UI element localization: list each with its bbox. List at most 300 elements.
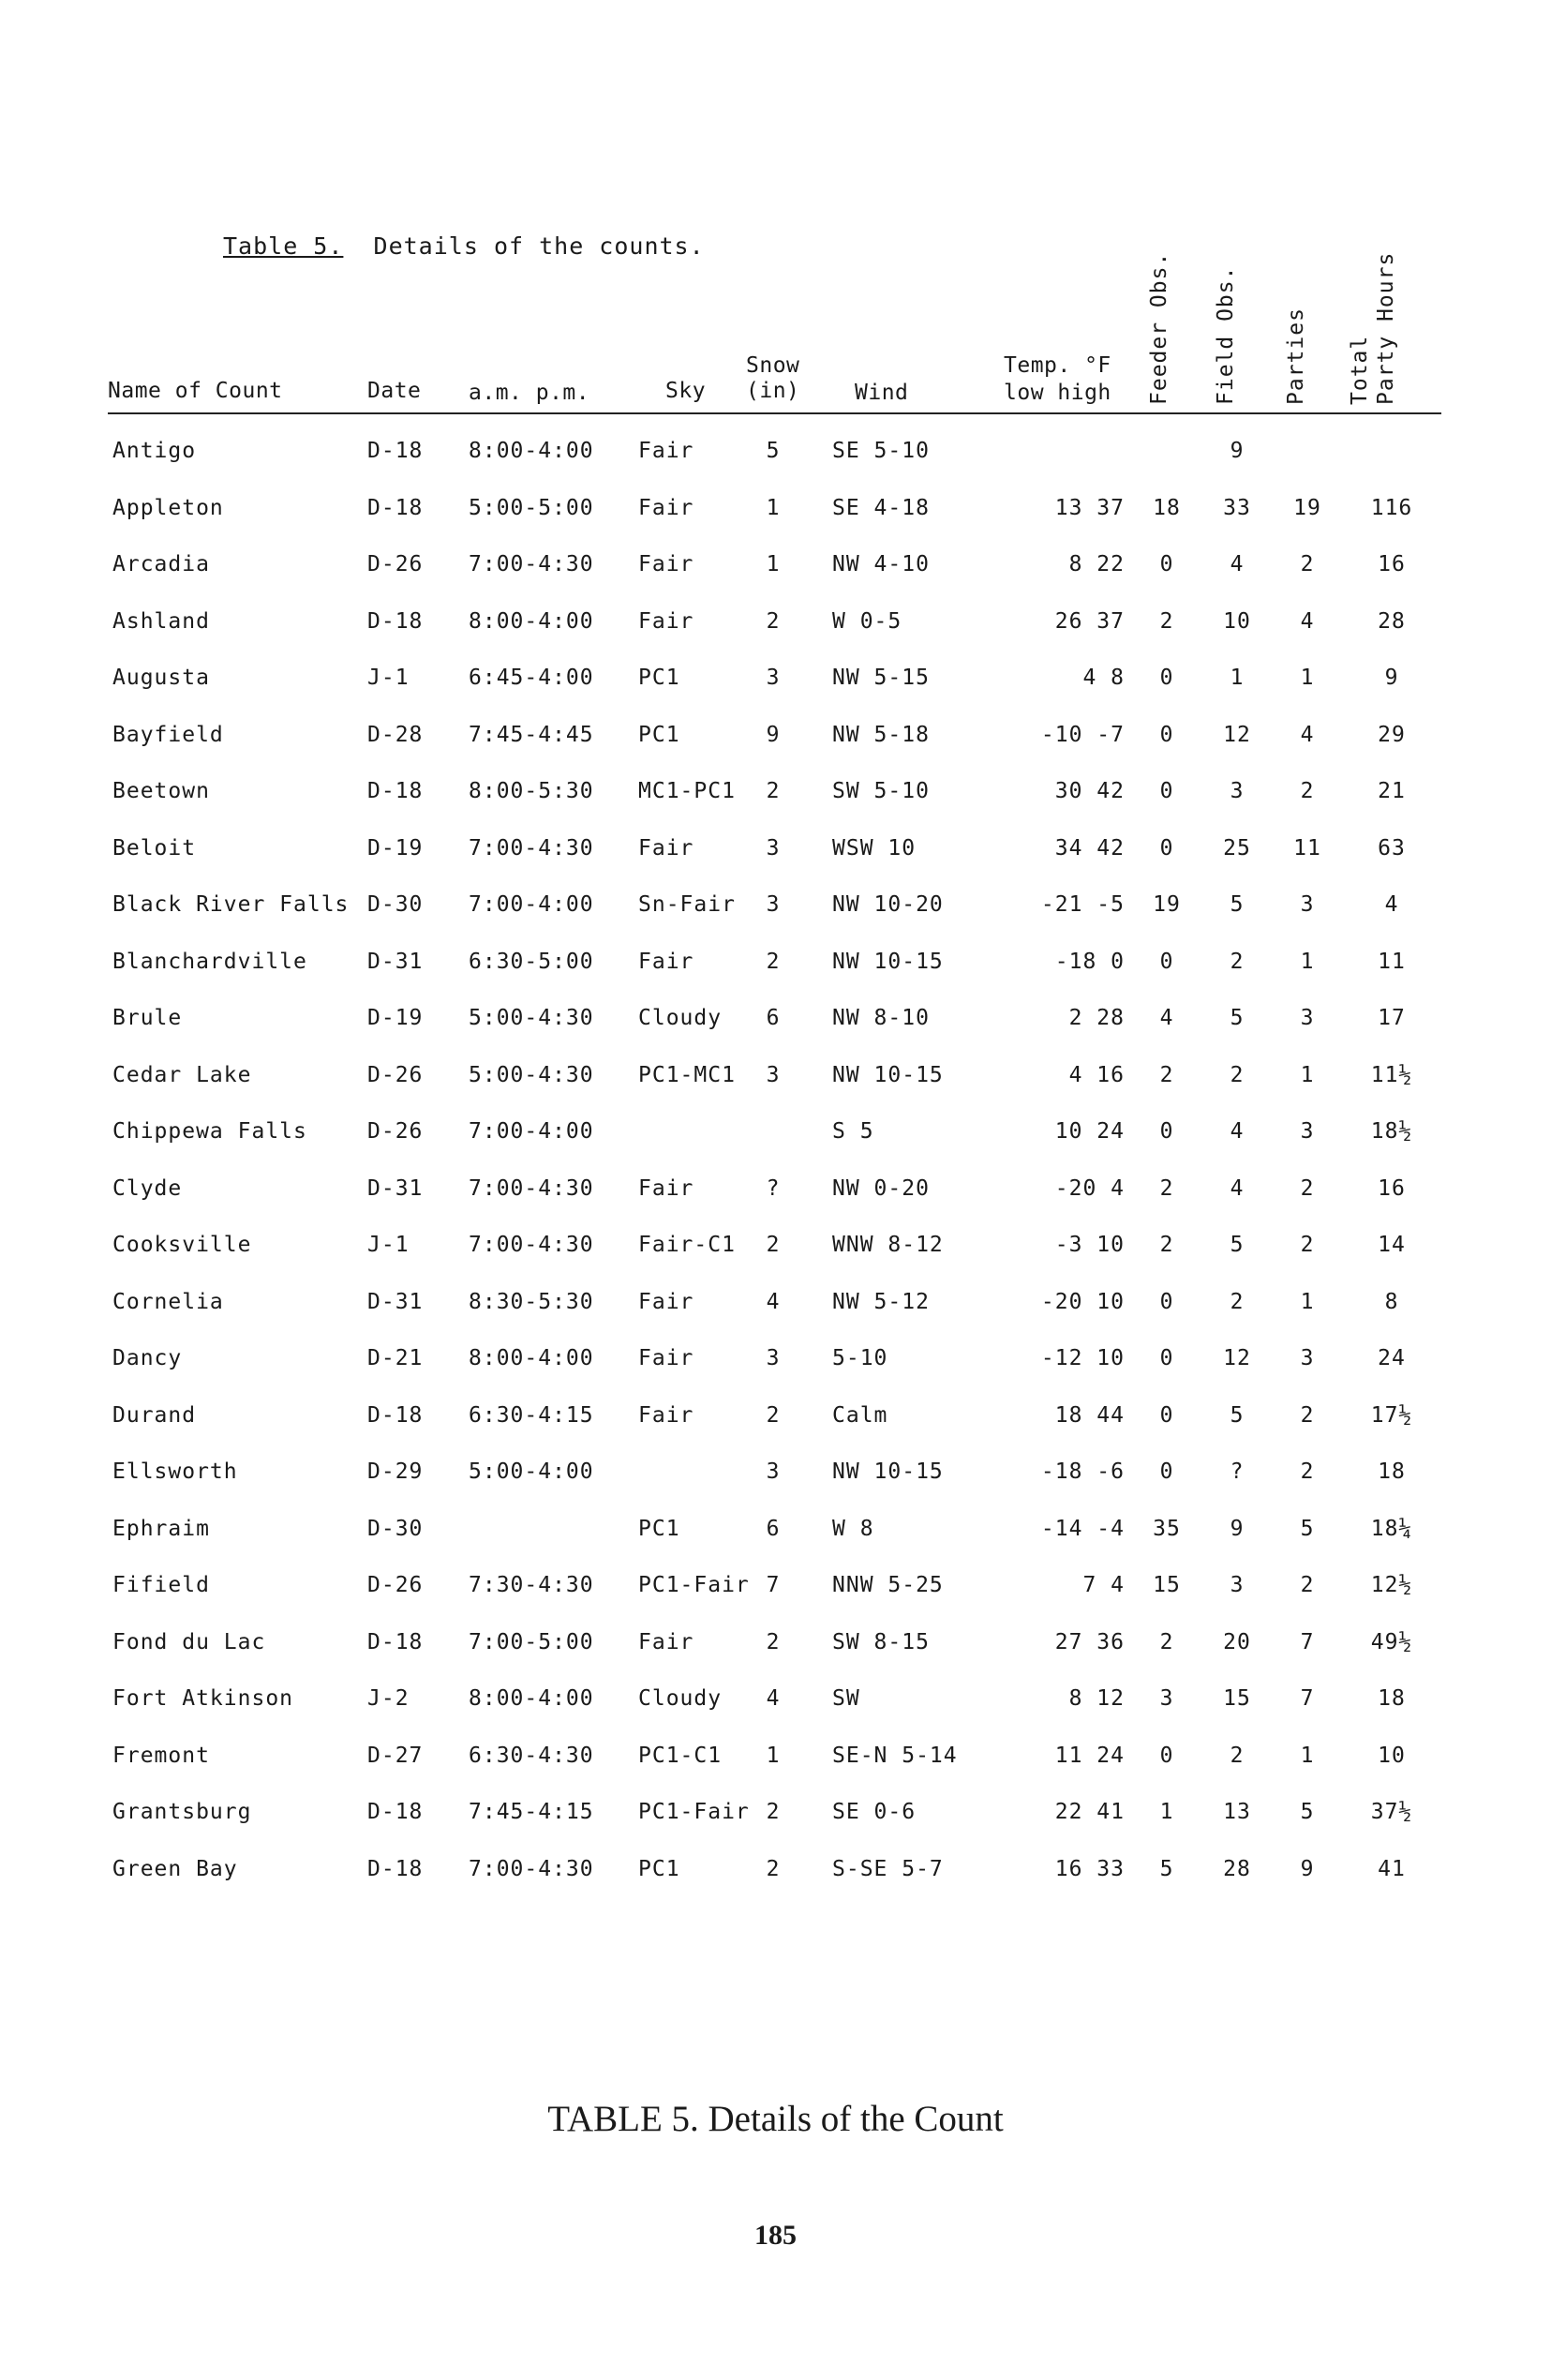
cell-total-hours: 9 (1384, 666, 1399, 690)
cell-field-obs: 3 (1230, 1573, 1245, 1597)
cell-snow: 7 (766, 1573, 781, 1597)
cell-snow: 3 (766, 1459, 781, 1484)
cell-time: 7:00-4:30 (469, 552, 594, 576)
page-number: 185 (754, 2220, 797, 2251)
cell-parties: 1 (1300, 666, 1315, 690)
cell-feeder-obs: 0 (1159, 1744, 1174, 1768)
cell-time: 6:30-5:00 (469, 950, 594, 974)
cell-total-hours: 18 (1378, 1686, 1406, 1711)
cell-temp: 8 12 (1068, 1686, 1125, 1711)
cell-wind: S-SE 5-7 (832, 1857, 944, 1881)
cell-parties: 9 (1300, 1857, 1315, 1881)
cell-parties: 5 (1300, 1517, 1315, 1541)
table-row (0, 1233, 1551, 1270)
cell-wind: WSW 10 (832, 836, 917, 861)
cell-total-hours: 12½ (1370, 1573, 1413, 1597)
cell-name: Blanchardville (112, 950, 307, 974)
header-time: a.m. p.m. (469, 381, 590, 405)
cell-field-obs: 4 (1230, 1119, 1245, 1144)
cell-temp: -21 -5 (1040, 892, 1125, 917)
cell-sky: PC1-Fair (638, 1800, 750, 1824)
cell-total-hours: 17 (1378, 1006, 1406, 1030)
cell-wind: NW 5-12 (832, 1290, 930, 1314)
header-parties: Parties (1284, 307, 1308, 405)
cell-field-obs: 10 (1223, 609, 1251, 634)
cell-date: D-18 (367, 496, 424, 520)
cell-name: Cooksville (112, 1233, 252, 1257)
cell-parties: 2 (1300, 1403, 1315, 1428)
cell-parties: 3 (1300, 1006, 1315, 1030)
cell-time: 7:45-4:15 (469, 1800, 594, 1824)
cell-name: Ephraim (112, 1517, 210, 1541)
cell-total-hours: 21 (1378, 779, 1406, 803)
cell-feeder-obs: 0 (1159, 552, 1174, 576)
cell-total-hours: 28 (1378, 609, 1406, 634)
cell-snow: ? (766, 1176, 781, 1201)
cell-temp: 22 41 (1054, 1800, 1125, 1824)
cell-temp: 16 33 (1054, 1857, 1125, 1881)
table-row (0, 1517, 1551, 1554)
cell-sky: Sn-Fair (638, 892, 736, 917)
header-total-top: Total (1348, 335, 1372, 405)
cell-field-obs: 5 (1230, 1233, 1245, 1257)
cell-total-hours: 116 (1370, 496, 1413, 520)
header-rule (108, 412, 1441, 414)
header-temp-top: Temp. °F (1004, 353, 1111, 378)
cell-total-hours: 49½ (1370, 1630, 1413, 1654)
cell-time: 6:30-4:15 (469, 1403, 594, 1428)
cell-date: D-18 (367, 439, 424, 463)
cell-wind: NW 10-15 (832, 950, 944, 974)
cell-time: 7:00-4:00 (469, 1119, 594, 1144)
cell-name: Bayfield (112, 723, 224, 747)
cell-temp: -14 -4 (1040, 1517, 1125, 1541)
cell-date: J-1 (367, 1233, 410, 1257)
cell-sky: PC1 (638, 723, 680, 747)
cell-field-obs: 15 (1223, 1686, 1251, 1711)
cell-sky: PC1 (638, 1857, 680, 1881)
table-row (0, 1119, 1551, 1157)
cell-total-hours: 29 (1378, 723, 1406, 747)
cell-total-hours: 41 (1378, 1857, 1406, 1881)
table-row (0, 1857, 1551, 1894)
cell-snow: 1 (766, 496, 781, 520)
cell-name: Green Bay (112, 1857, 238, 1881)
cell-snow: 1 (766, 552, 781, 576)
cell-wind: SE 5-10 (832, 439, 930, 463)
cell-snow: 3 (766, 892, 781, 917)
cell-wind: NW 8-10 (832, 1006, 930, 1030)
cell-name: Fifield (112, 1573, 210, 1597)
cell-snow: 2 (766, 1403, 781, 1428)
cell-field-obs: 9 (1230, 1517, 1245, 1541)
cell-name: Fort Atkinson (112, 1686, 294, 1711)
cell-time: 5:00-4:00 (469, 1459, 594, 1484)
cell-parties: 5 (1300, 1800, 1315, 1824)
header-name: Name of Count (108, 379, 283, 403)
cell-time: 7:00-4:30 (469, 1176, 594, 1201)
cell-feeder-obs: 2 (1159, 1176, 1174, 1201)
cell-total-hours: 63 (1378, 836, 1406, 861)
cell-field-obs: 5 (1230, 1403, 1245, 1428)
cell-field-obs: 4 (1230, 1176, 1245, 1201)
cell-parties: 1 (1300, 1744, 1315, 1768)
cell-wind: NW 10-20 (832, 892, 944, 917)
table-row (0, 892, 1551, 930)
cell-feeder-obs: 4 (1159, 1006, 1174, 1030)
cell-parties: 2 (1300, 1176, 1315, 1201)
cell-parties: 2 (1300, 1233, 1315, 1257)
cell-sky: Fair (638, 1176, 694, 1201)
cell-parties: 19 (1293, 496, 1321, 520)
cell-feeder-obs: 0 (1159, 723, 1174, 747)
cell-wind: SE-N 5-14 (832, 1744, 958, 1768)
cell-feeder-obs: 2 (1159, 1233, 1174, 1257)
cell-snow: 4 (766, 1290, 781, 1314)
cell-name: Durand (112, 1403, 197, 1428)
table-row (0, 552, 1551, 590)
table-caption (223, 232, 705, 260)
cell-name: Fond du Lac (112, 1630, 266, 1654)
cell-time: 7:00-5:00 (469, 1630, 594, 1654)
cell-name: Cornelia (112, 1290, 224, 1314)
cell-time: 8:00-4:00 (469, 1346, 594, 1370)
table-row (0, 950, 1551, 987)
cell-total-hours: 11½ (1370, 1063, 1413, 1087)
caption-label: Table 5. (223, 232, 344, 260)
cell-feeder-obs: 0 (1159, 1290, 1174, 1314)
cell-feeder-obs: 0 (1159, 1346, 1174, 1370)
cell-name: Antigo (112, 439, 197, 463)
cell-field-obs: 4 (1230, 552, 1245, 576)
cell-feeder-obs: 0 (1159, 1119, 1174, 1144)
table-row (0, 1176, 1551, 1214)
cell-time: 6:30-4:30 (469, 1744, 594, 1768)
cell-name: Ellsworth (112, 1459, 238, 1484)
cell-name: Fremont (112, 1744, 210, 1768)
cell-total-hours: 8 (1384, 1290, 1399, 1314)
cell-temp: -10 -7 (1040, 723, 1125, 747)
cell-date: D-21 (367, 1346, 424, 1370)
cell-name: Chippewa Falls (112, 1119, 307, 1144)
cell-temp: 34 42 (1054, 836, 1125, 861)
cell-snow: 2 (766, 950, 781, 974)
cell-feeder-obs: 2 (1159, 1630, 1174, 1654)
header-snow-top: Snow (746, 353, 800, 378)
cell-name: Clyde (112, 1176, 183, 1201)
cell-sky: Cloudy (638, 1006, 723, 1030)
cell-temp: 27 36 (1054, 1630, 1125, 1654)
cell-time: 7:00-4:30 (469, 1857, 594, 1881)
cell-wind: W 8 (832, 1517, 874, 1541)
cell-time: 8:00-4:00 (469, 609, 594, 634)
cell-time: 8:00-4:00 (469, 439, 594, 463)
cell-date: D-26 (367, 1119, 424, 1144)
cell-sky: Fair (638, 496, 694, 520)
cell-field-obs: 13 (1223, 1800, 1251, 1824)
cell-wind: SE 0-6 (832, 1800, 917, 1824)
table-row (0, 496, 1551, 533)
cell-date: D-29 (367, 1459, 424, 1484)
table-row (0, 1006, 1551, 1043)
cell-time: 8:00-4:00 (469, 1686, 594, 1711)
cell-time: 7:30-4:30 (469, 1573, 594, 1597)
page-title: TABLE 5. Details of the Count (547, 2099, 1004, 2139)
cell-field-obs: 12 (1223, 1346, 1251, 1370)
cell-date: D-31 (367, 1290, 424, 1314)
cell-time: 7:00-4:30 (469, 1233, 594, 1257)
cell-temp: 30 42 (1054, 779, 1125, 803)
table-row (0, 836, 1551, 874)
cell-time: 5:00-4:30 (469, 1006, 594, 1030)
cell-snow: 2 (766, 609, 781, 634)
cell-name: Dancy (112, 1346, 183, 1370)
cell-time: 7:00-4:30 (469, 836, 594, 861)
cell-feeder-obs: 3 (1159, 1686, 1174, 1711)
cell-sky: PC1-C1 (638, 1744, 723, 1768)
cell-parties: 2 (1300, 552, 1315, 576)
cell-snow: 9 (766, 723, 781, 747)
cell-snow: 2 (766, 1857, 781, 1881)
cell-parties: 11 (1293, 836, 1321, 861)
cell-sky: Fair-C1 (638, 1233, 736, 1257)
cell-snow: 3 (766, 1346, 781, 1370)
cell-temp: 7 4 (1082, 1573, 1125, 1597)
cell-wind: SW 8-15 (832, 1630, 930, 1654)
cell-total-hours: 10 (1378, 1744, 1406, 1768)
cell-snow: 6 (766, 1006, 781, 1030)
header-field-obs: Field Obs. (1214, 265, 1238, 405)
cell-sky: Fair (638, 836, 694, 861)
cell-date: D-19 (367, 836, 424, 861)
cell-sky: Fair (638, 439, 694, 463)
cell-sky: PC1 (638, 1517, 680, 1541)
cell-sky: PC1 (638, 666, 680, 690)
cell-name: Ashland (112, 609, 210, 634)
cell-feeder-obs: 2 (1159, 1063, 1174, 1087)
cell-time: 5:00-4:30 (469, 1063, 594, 1087)
cell-field-obs: 25 (1223, 836, 1251, 861)
cell-date: D-18 (367, 609, 424, 634)
cell-date: D-27 (367, 1744, 424, 1768)
cell-total-hours: 16 (1378, 552, 1406, 576)
cell-parties: 4 (1300, 723, 1315, 747)
table-row (0, 779, 1551, 816)
cell-temp: -20 10 (1040, 1290, 1125, 1314)
cell-date: D-30 (367, 1517, 424, 1541)
cell-wind: SW 5-10 (832, 779, 930, 803)
cell-field-obs: 5 (1230, 892, 1245, 917)
cell-date: D-18 (367, 1630, 424, 1654)
cell-feeder-obs: 19 (1153, 892, 1181, 917)
cell-sky: Fair (638, 552, 694, 576)
cell-sky: Fair (638, 1630, 694, 1654)
cell-temp: 2 28 (1068, 1006, 1125, 1030)
cell-field-obs: 5 (1230, 1006, 1245, 1030)
cell-date: J-1 (367, 666, 410, 690)
cell-parties: 2 (1300, 1573, 1315, 1597)
table-row (0, 723, 1551, 760)
cell-wind: NW 10-15 (832, 1063, 944, 1087)
cell-name: Brule (112, 1006, 183, 1030)
cell-total-hours: 11 (1378, 950, 1406, 974)
cell-field-obs: 12 (1223, 723, 1251, 747)
cell-sky: Fair (638, 1290, 694, 1314)
cell-date: D-31 (367, 1176, 424, 1201)
cell-wind: WNW 8-12 (832, 1233, 944, 1257)
cell-temp: 26 37 (1054, 609, 1125, 634)
cell-field-obs: ? (1230, 1459, 1245, 1484)
table-row (0, 1290, 1551, 1327)
cell-date: D-19 (367, 1006, 424, 1030)
cell-time: 6:45-4:00 (469, 666, 594, 690)
cell-date: D-26 (367, 1063, 424, 1087)
cell-field-obs: 9 (1230, 439, 1245, 463)
cell-name: Beetown (112, 779, 210, 803)
cell-date: D-18 (367, 779, 424, 803)
cell-sky: MC1-PC1 (638, 779, 736, 803)
header-snow-bottom: (in) (746, 379, 800, 403)
cell-total-hours: 37½ (1370, 1800, 1413, 1824)
header-total-bottom: Party Hours (1374, 251, 1398, 405)
cell-name: Augusta (112, 666, 210, 690)
cell-wind: NW 5-18 (832, 723, 930, 747)
cell-date: D-28 (367, 723, 424, 747)
cell-field-obs: 3 (1230, 779, 1245, 803)
cell-date: D-18 (367, 1857, 424, 1881)
caption-text: Details of the counts. (373, 232, 705, 260)
header-sky: Sky (665, 379, 707, 403)
cell-temp: 10 24 (1054, 1119, 1125, 1144)
header-wind: Wind (855, 381, 909, 405)
table-row (0, 1744, 1551, 1781)
table-row (0, 1630, 1551, 1668)
cell-date: D-18 (367, 1800, 424, 1824)
table-row (0, 1800, 1551, 1837)
cell-temp: 4 16 (1068, 1063, 1125, 1087)
cell-name: Black River Falls (112, 892, 350, 917)
cell-field-obs: 20 (1223, 1630, 1251, 1654)
cell-field-obs: 2 (1230, 1290, 1245, 1314)
cell-parties: 3 (1300, 1346, 1315, 1370)
cell-snow: 4 (766, 1686, 781, 1711)
cell-feeder-obs: 0 (1159, 666, 1174, 690)
cell-sky: Fair (638, 609, 694, 634)
cell-total-hours: 16 (1378, 1176, 1406, 1201)
cell-wind: 5-10 (832, 1346, 888, 1370)
cell-wind: NW 5-15 (832, 666, 930, 690)
cell-feeder-obs: 1 (1159, 1800, 1174, 1824)
table-row (0, 1573, 1551, 1610)
cell-field-obs: 2 (1230, 1063, 1245, 1087)
cell-feeder-obs: 18 (1153, 496, 1181, 520)
cell-time: 7:45-4:45 (469, 723, 594, 747)
cell-name: Grantsburg (112, 1800, 252, 1824)
cell-wind: S 5 (832, 1119, 874, 1144)
cell-snow: 3 (766, 666, 781, 690)
cell-snow: 3 (766, 836, 781, 861)
cell-feeder-obs: 15 (1153, 1573, 1181, 1597)
table-row (0, 609, 1551, 647)
header-feeder-obs: Feeder Obs. (1147, 251, 1171, 405)
cell-name: Cedar Lake (112, 1063, 252, 1087)
cell-wind: SW (832, 1686, 860, 1711)
cell-temp: 13 37 (1054, 496, 1125, 520)
cell-temp: -3 10 (1054, 1233, 1125, 1257)
table-row (0, 1346, 1551, 1384)
cell-date: D-30 (367, 892, 424, 917)
cell-name: Appleton (112, 496, 224, 520)
cell-sky: Fair (638, 1403, 694, 1428)
cell-parties: 3 (1300, 1119, 1315, 1144)
cell-snow: 2 (766, 779, 781, 803)
cell-wind: NNW 5-25 (832, 1573, 944, 1597)
table-row (0, 1686, 1551, 1724)
cell-total-hours: 17½ (1370, 1403, 1413, 1428)
cell-name: Arcadia (112, 552, 210, 576)
cell-snow: 1 (766, 1744, 781, 1768)
cell-wind: NW 0-20 (832, 1176, 930, 1201)
cell-wind: Calm (832, 1403, 888, 1428)
cell-parties: 2 (1300, 779, 1315, 803)
table-row (0, 1459, 1551, 1497)
cell-temp: -18 0 (1054, 950, 1125, 974)
cell-wind: NW 10-15 (832, 1459, 944, 1484)
cell-temp: -20 4 (1054, 1176, 1125, 1201)
cell-snow: 2 (766, 1800, 781, 1824)
cell-wind: W 0-5 (832, 609, 902, 634)
cell-parties: 2 (1300, 1459, 1315, 1484)
cell-sky: Fair (638, 950, 694, 974)
cell-parties: 1 (1300, 1063, 1315, 1087)
cell-total-hours: 4 (1384, 892, 1399, 917)
cell-total-hours: 18½ (1370, 1119, 1413, 1144)
cell-date: D-26 (367, 552, 424, 576)
cell-wind: NW 4-10 (832, 552, 930, 576)
cell-name: Beloit (112, 836, 197, 861)
cell-feeder-obs: 0 (1159, 1403, 1174, 1428)
cell-field-obs: 2 (1230, 1744, 1245, 1768)
cell-time: 8:30-5:30 (469, 1290, 594, 1314)
cell-snow: 2 (766, 1233, 781, 1257)
cell-feeder-obs: 0 (1159, 1459, 1174, 1484)
header-temp-bottom: low high (1004, 381, 1111, 405)
cell-snow: 2 (766, 1630, 781, 1654)
cell-total-hours: 14 (1378, 1233, 1406, 1257)
cell-feeder-obs: 5 (1159, 1857, 1174, 1881)
header-date: Date (367, 379, 422, 403)
table-row (0, 439, 1551, 476)
cell-temp: 4 8 (1082, 666, 1125, 690)
table-row (0, 1403, 1551, 1441)
cell-field-obs: 2 (1230, 950, 1245, 974)
cell-sky: PC1-Fair (638, 1573, 750, 1597)
cell-sky: Fair (638, 1346, 694, 1370)
cell-time: 5:00-5:00 (469, 496, 594, 520)
cell-temp: 18 44 (1054, 1403, 1125, 1428)
cell-parties: 4 (1300, 609, 1315, 634)
cell-temp: -12 10 (1040, 1346, 1125, 1370)
cell-parties: 7 (1300, 1630, 1315, 1654)
cell-parties: 3 (1300, 892, 1315, 917)
cell-parties: 1 (1300, 950, 1315, 974)
cell-field-obs: 1 (1230, 666, 1245, 690)
cell-feeder-obs: 0 (1159, 950, 1174, 974)
cell-feeder-obs: 35 (1153, 1517, 1181, 1541)
cell-snow: 5 (766, 439, 781, 463)
cell-date: J-2 (367, 1686, 410, 1711)
table-row (0, 1063, 1551, 1100)
